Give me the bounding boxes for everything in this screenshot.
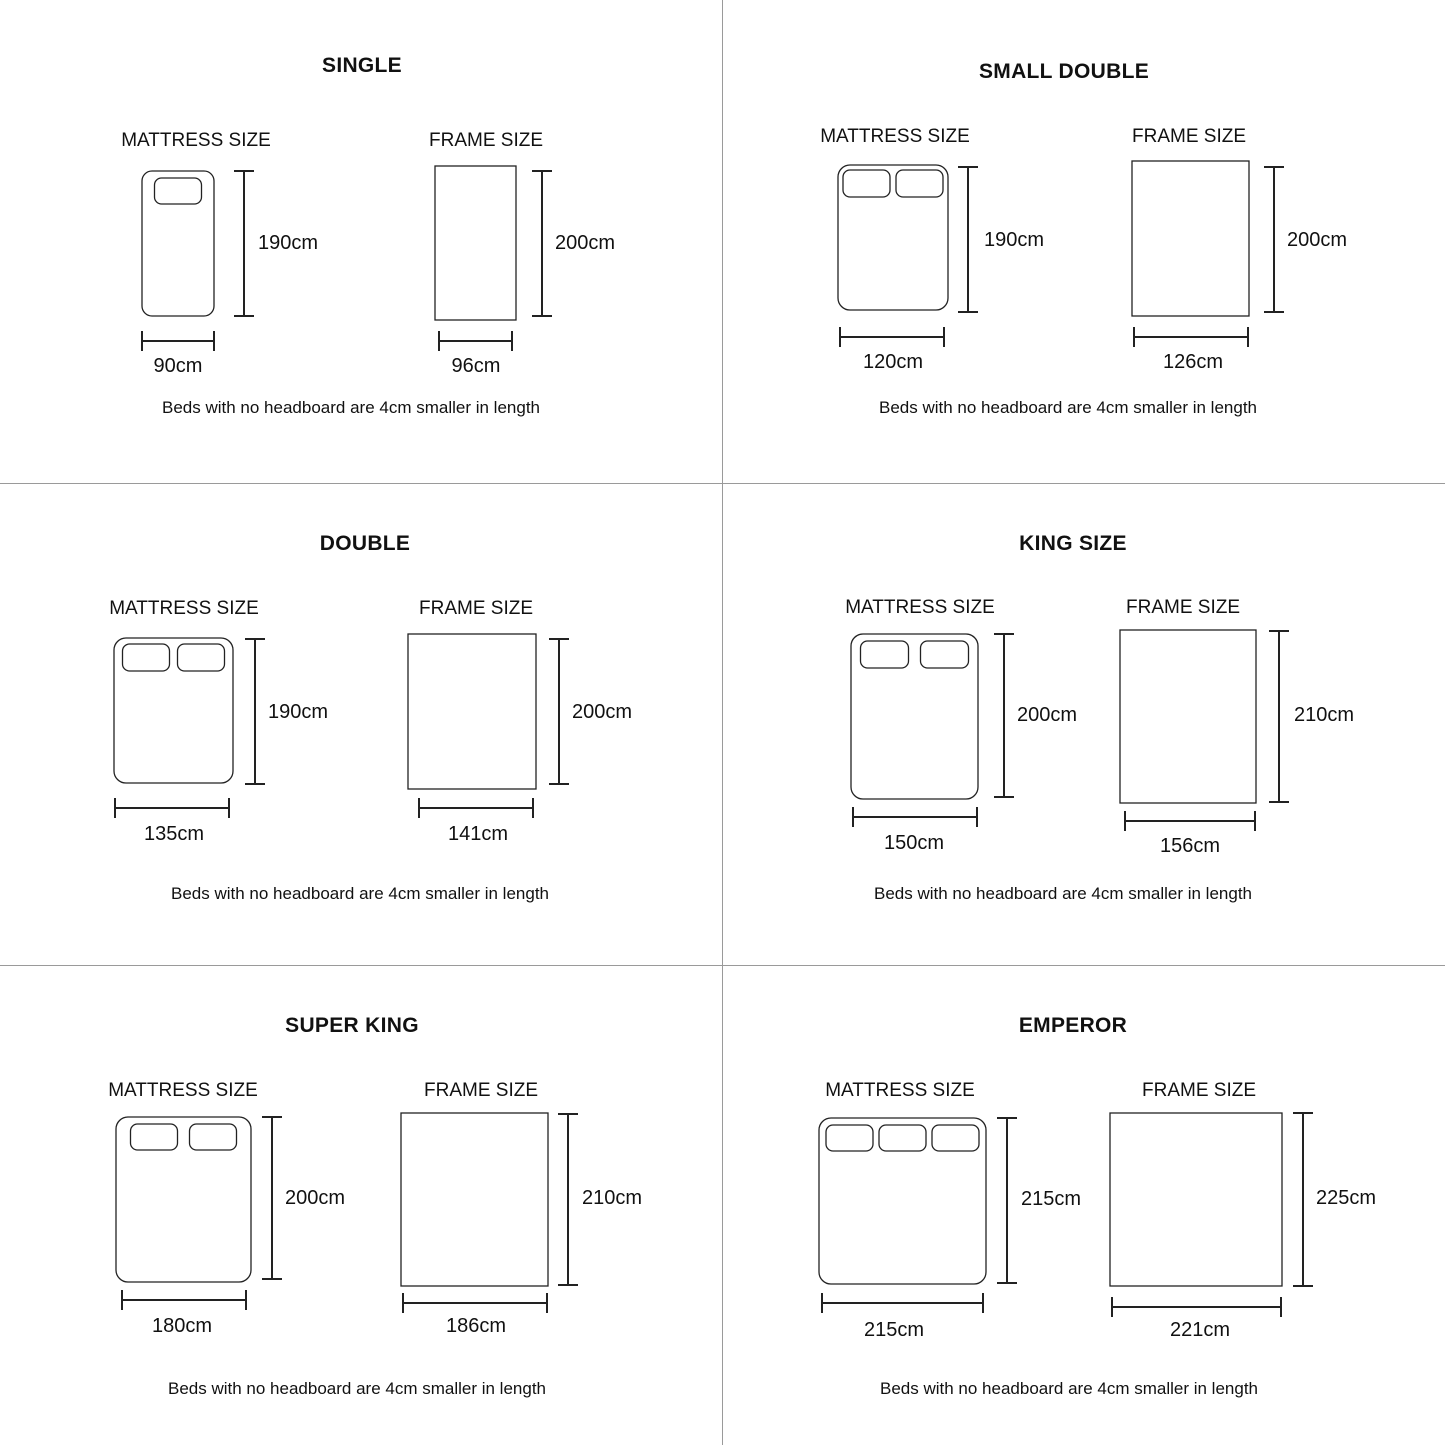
- pillow-icon: [826, 1125, 873, 1151]
- mattress-size-label: MATTRESS SIZE: [820, 126, 970, 147]
- bed-size-title: DOUBLE: [319, 532, 411, 555]
- mattress-width-value: 150cm: [883, 832, 945, 854]
- pillow-icon: [879, 1125, 926, 1151]
- frame-outline: [1132, 161, 1249, 316]
- mattress-width-value: 180cm: [151, 1315, 213, 1337]
- headboard-note: Beds with no headboard are 4cm smaller in length: [879, 398, 1257, 417]
- mattress-size-label: MATTRESS SIZE: [109, 598, 259, 619]
- mattress-outline: [114, 638, 233, 783]
- mattress-length-value: 215cm: [1021, 1188, 1082, 1210]
- mattress-width-value: 135cm: [143, 823, 205, 845]
- bed-size-title: KING SIZE: [1019, 532, 1127, 555]
- frame-length-value: 210cm: [582, 1187, 643, 1209]
- pillow-icon: [843, 170, 890, 197]
- mattress-length-value: 190cm: [984, 229, 1045, 251]
- mattress-outline: [838, 165, 948, 310]
- mattress-width-value: 90cm: [153, 355, 203, 377]
- bed-size-title: SMALL DOUBLE: [978, 60, 1150, 83]
- mattress-outline: [116, 1117, 251, 1282]
- mattress-width-value: 215cm: [863, 1319, 925, 1341]
- frame-outline: [408, 634, 536, 789]
- mattress-width-value: 120cm: [862, 351, 924, 373]
- pillow-icon: [190, 1124, 237, 1150]
- mattress-outline: [851, 634, 978, 799]
- frame-outline: [1110, 1113, 1282, 1286]
- frame-length-value: 200cm: [572, 701, 633, 723]
- headboard-note: Beds with no headboard are 4cm smaller in length: [874, 884, 1252, 903]
- bed-size-title: EMPEROR: [1018, 1014, 1128, 1037]
- pillow-icon: [861, 641, 909, 668]
- mattress-length-value: 190cm: [258, 232, 319, 254]
- frame-length-value: 200cm: [1287, 229, 1348, 251]
- bed-size-title: SUPER KING: [285, 1014, 419, 1037]
- mattress-length-value: 190cm: [268, 701, 329, 723]
- pillow-icon: [123, 644, 170, 671]
- frame-outline: [435, 166, 516, 320]
- frame-size-label: FRAME SIZE: [1125, 597, 1241, 618]
- frame-width-value: 221cm: [1169, 1319, 1231, 1341]
- frame-width-value: 96cm: [451, 355, 501, 377]
- mattress-size-label: MATTRESS SIZE: [121, 130, 271, 151]
- frame-size-label: FRAME SIZE: [428, 130, 544, 151]
- pillow-icon: [932, 1125, 979, 1151]
- pillow-icon: [896, 170, 943, 197]
- frame-size-label: FRAME SIZE: [418, 598, 534, 619]
- frame-length-value: 200cm: [555, 232, 616, 254]
- mattress-length-value: 200cm: [1017, 704, 1078, 726]
- mattress-outline: [142, 171, 214, 316]
- frame-width-value: 141cm: [447, 823, 509, 845]
- mattress-size-label: MATTRESS SIZE: [845, 597, 995, 618]
- mattress-outline: [819, 1118, 986, 1284]
- frame-length-value: 225cm: [1316, 1187, 1377, 1209]
- mattress-length-value: 200cm: [285, 1187, 346, 1209]
- headboard-note: Beds with no headboard are 4cm smaller in length: [168, 1379, 546, 1398]
- frame-outline: [1120, 630, 1256, 803]
- frame-size-label: FRAME SIZE: [1141, 1080, 1257, 1101]
- frame-width-value: 126cm: [1162, 351, 1224, 373]
- headboard-note: Beds with no headboard are 4cm smaller in length: [171, 884, 549, 903]
- headboard-note: Beds with no headboard are 4cm smaller in length: [880, 1379, 1258, 1398]
- pillow-icon: [178, 644, 225, 671]
- frame-width-value: 156cm: [1159, 835, 1221, 857]
- pillow-icon: [921, 641, 969, 668]
- pillow-icon: [155, 178, 202, 204]
- mattress-size-label: MATTRESS SIZE: [108, 1080, 258, 1101]
- frame-size-label: FRAME SIZE: [423, 1080, 539, 1101]
- bed-size-title: SINGLE: [322, 54, 402, 77]
- mattress-size-label: MATTRESS SIZE: [825, 1080, 975, 1101]
- pillow-icon: [131, 1124, 178, 1150]
- headboard-note: Beds with no headboard are 4cm smaller in length: [162, 398, 540, 417]
- frame-outline: [401, 1113, 548, 1286]
- frame-size-label: FRAME SIZE: [1131, 126, 1247, 147]
- frame-width-value: 186cm: [445, 1315, 507, 1337]
- frame-length-value: 210cm: [1294, 704, 1355, 726]
